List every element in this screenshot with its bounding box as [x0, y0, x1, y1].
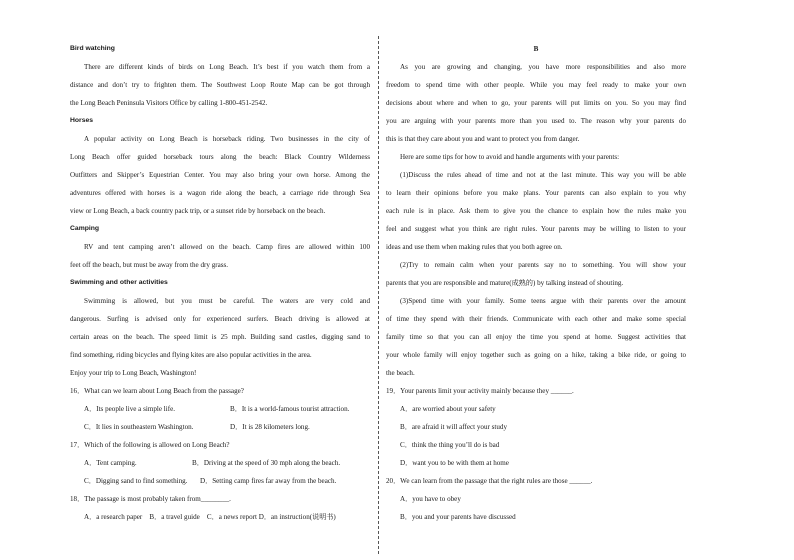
q17-option-a[interactable]: A．Tent camping.: [84, 459, 137, 467]
tip3-line-2: of time they spend with their friends. Communicate with each other and make some special: [386, 315, 686, 323]
q16-options-row-1: [70, 400, 370, 418]
tip3-line-1: (3)Spend time with your family. Some teens argue with their parents over the amount: [400, 297, 686, 305]
q16-options-row-2: [70, 418, 370, 436]
column-divider: [378, 36, 379, 554]
q16-option-c[interactable]: C．It lies in southeastern Washington.: [84, 423, 194, 431]
q17-options-row-1: [70, 454, 370, 472]
swim-line-2: dangerous. Surfing is advised only for experienced surfers. Beach driving is allowed at: [70, 315, 370, 323]
q16-option-b[interactable]: B．It is a world-famous tourist attraction.: [230, 405, 350, 413]
q19-option-d-row: [386, 454, 686, 472]
camping-line-2: feet off the beach, but must be away from the dry grass.: [70, 261, 229, 269]
question-20: 20．We can learn from the passage that the right rules are those ______.: [386, 477, 593, 485]
q20-option-a-row: [386, 490, 686, 508]
question-17: 17．Which of the following is allowed on Long Beach?: [70, 441, 230, 449]
p1-line-3: decisions about where and when to go, your parents will put limits on you. So you may find: [386, 99, 686, 107]
tip1-line-4: feel and suggest what you think are right rules. Your parents may be willing to listen to your: [386, 225, 686, 233]
horses-line-2: Long Beach offer guided horseback tours along the beach: Black Country Wilderness: [70, 153, 370, 161]
q19-option-b[interactable]: B．are afraid it will affect your study: [400, 423, 508, 431]
swimming-heading: Swimming and other activities: [70, 279, 168, 286]
question-19: 19．Your parents limit your activity mainly because they ______.: [386, 387, 574, 395]
swim-line-1: Swimming is allowed, but you must be careful. The waters are very cold and: [84, 297, 370, 305]
tip2-line-1: (2)Try to remain calm when your parents say no to something. You will show your: [400, 261, 686, 269]
right-column: [386, 40, 686, 526]
q19-option-c-row: [386, 436, 686, 454]
tip1-line-2: to learn their opinions before you make plans. Your parents can also explain to you why: [386, 189, 686, 197]
tip1-line-5: ideas and use them when making rules that you both agree on.: [386, 243, 563, 251]
p1-line-1: As you are growing and changing, you have more responsibilities and also more: [400, 63, 686, 71]
q17-options-row-2: [70, 472, 370, 490]
tip3-line-4: your whole family will enjoy together such as going on a hike, taking a bike ride, or going to: [386, 351, 686, 359]
left-column: [70, 40, 370, 526]
tip3-line-5: the beach.: [386, 369, 415, 377]
q17-option-d[interactable]: D．Setting camp fires far away from the beach.: [200, 477, 337, 485]
p1-line-5: this is that they care about you and want to protect you from danger.: [386, 135, 580, 143]
bird-watching-heading: Bird watching: [70, 45, 115, 52]
q19-option-a[interactable]: A．are worried about your safety: [400, 405, 496, 413]
q19-option-d[interactable]: D．want you to be with them at home: [400, 459, 509, 467]
q19-option-c[interactable]: C．think the thing you’ll do is bad: [400, 441, 500, 449]
camping-line-1: RV and tent camping aren’t allowed on the beach. Camp fires are allowed within 100: [84, 243, 370, 251]
horses-line-5: view or Long Beach, a back country pack trip, or a sunset ride by horseback on the beach.: [70, 207, 326, 215]
swim-line-4: find something, riding bicycles and flying kites are also popular activities in the area.: [70, 351, 312, 359]
p1-line-4: you are arguing with your parents more than you used to. The reason why your parents do: [386, 117, 686, 125]
q18-options-row: [70, 508, 370, 526]
horses-heading: Horses: [70, 117, 94, 124]
bird-line-2: distance and don’t try to frighten them. The Southwest Loop Route Map can be got through: [70, 81, 370, 89]
horses-line-3: Outfitters and Skipper’s Equestrian Center. You may also bring your own horse. Among the: [70, 171, 370, 179]
tips-intro: Here are some tips for how to avoid and handle arguments with your parents:: [400, 153, 620, 161]
bird-line-3: the Long Beach Peninsula Visitors Office by calling 1-800-451-2542.: [70, 99, 268, 107]
p1-line-2: freedom to spend time with other people. While you may feel ready to make your own: [386, 81, 686, 89]
q17-option-c[interactable]: C．Digging sand to find something.: [84, 477, 188, 485]
bird-line-1: There are different kinds of birds on Long Beach. It’s best if you watch them from a: [84, 63, 370, 71]
q20-option-b-row: [386, 508, 686, 526]
question-16: 16．What can we learn about Long Beach from the passage?: [70, 387, 244, 395]
swim-line-5: Enjoy your trip to Long Beach, Washington!: [70, 369, 197, 377]
q20-option-b[interactable]: B．you and your parents have discussed: [400, 513, 516, 521]
tip2-line-2: parents that you are responsible and mature(成熟的) by talking instead of shouting.: [386, 279, 624, 287]
camping-heading: Camping: [70, 225, 100, 232]
question-18: 18．The passage is most probably taken from________.: [70, 495, 231, 503]
horses-line-1: A popular activity on Long Beach is horseback riding. Two businesses in the city of: [84, 135, 370, 143]
q16-option-a[interactable]: A．Its people live a simple life.: [84, 405, 176, 413]
q17-option-b[interactable]: B．Driving at the speed of 30 mph along the beach.: [192, 459, 341, 467]
swim-line-3: certain areas on the beach. The speed limit is 25 mph. Building sand castles, digging sand to: [70, 333, 370, 341]
q19-option-b-row: [386, 418, 686, 436]
q19-option-a-row: [386, 400, 686, 418]
q20-option-a[interactable]: A．you have to obey: [400, 495, 461, 503]
tip1-line-1: (1)Discuss the rules ahead of time and not at the last minute. This way you will be able: [400, 171, 686, 179]
tip1-line-3: each rule is in place. Ask them to give you the chance to explain how the rules make you: [386, 207, 686, 215]
q18-options[interactable]: A．a research paper B．a travel guide C．a news report D．an instruction(说明书): [84, 513, 336, 521]
horses-line-4: adventures offered with horses is a wagon ride along the beach, a carriage ride through Sea: [70, 189, 370, 197]
passage-b-title: B: [533, 45, 539, 53]
q16-option-d[interactable]: D．It is 28 kilometers long.: [230, 423, 310, 431]
tip3-line-3: family time so that you can all enjoy the time you spend at home. Suggest activities that: [386, 333, 686, 341]
